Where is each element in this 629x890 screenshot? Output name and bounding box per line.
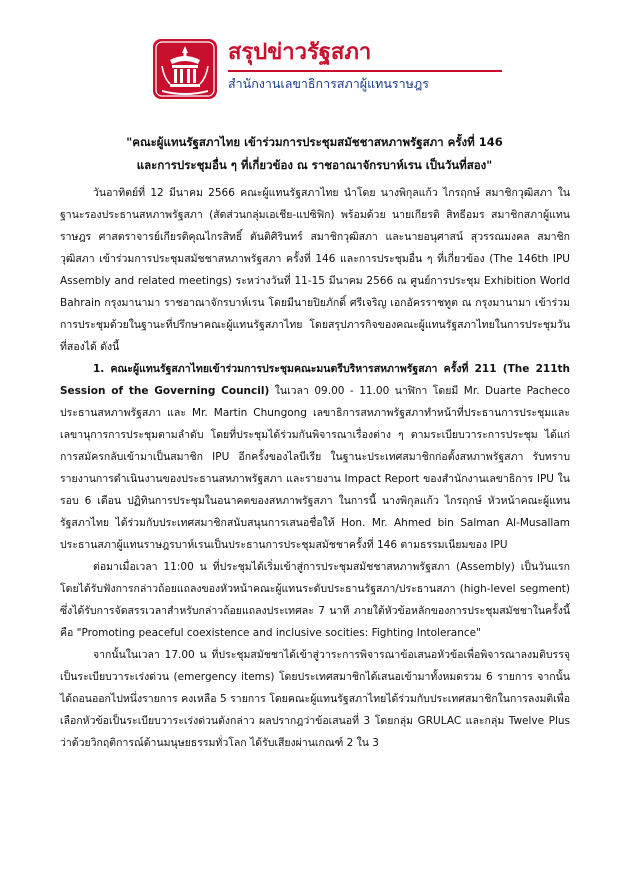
document-title-line-1: "คณะผู้แทนรัฐสภาไทย เข้าร่วมการประชุมสมัชชาสหภาพรัฐสภา ครั้งที่ 146 <box>126 135 503 149</box>
article-body <box>60 182 570 754</box>
item-1-heading: 1. คณะผู้แทนรัฐสภาไทยเข้าร่วมการประชุมคณะมนตรีบริหารสหภาพรัฐสภา ครั้งที่ 211 (The 211th Session of the Governing Council) <box>60 363 570 397</box>
intro-paragraph: วันอาทิตย์ที่ 12 มีนาคม 2566 คณะผู้แทนรัฐสภาไทย นำโดย นางพิกุลแก้ว ไกรฤกษ์ สมาชิกวุฒิสภา ในฐานะรองประธานสหภาพรัฐสภา (สัดส่วนกลุ่มเอเชีย-แปซิฟิก) พร้อมด้วย นายเกียรติ สิทธีอมร สมาชิกสภาผู้แทนราษฎร ศาสตราจารย์เกียรติคุณไกรสิทธิ์ ตันติศิรินทร์ สมาชิกวุฒิสภา และนายอนุศาสน์ สุวรรณมงคล สมาชิกวุฒิสภา เข้าร่วมการประชุมสมัชชาสหภาพรัฐสภา ครั้งที่ 146 และการประชุมอื่น ๆ ที่เกี่ยวข้อง (The 146th IPU Assembly and related meetings) ระหว่างวันที่ 11-15 มีนาคม 2566 ณ ศูนย์การประชุม Exhibition World Bahrain กรุงมานามา ราชอาณาจักรบาห์เรน โดยมีนายปิยภักดิ์ ศรีเจริญ เอกอัครราชทูต ณ กรุงมานามา เข้าร่วมการประชุมด้วยในฐานะที่ปรึกษาคณะผู้แทนรัฐสภาไทย โดยสรุปภารกิจของคณะผู้แทนรัฐสภาไทยในการประชุมวันที่สองได้ ดังนี้ <box>60 187 570 353</box>
parliament-emblem-icon <box>152 38 218 100</box>
page-header <box>152 38 502 100</box>
header-divider <box>228 70 502 72</box>
item-1-paragraph <box>60 358 570 556</box>
brand-subtitle: สำนักงานเลขาธิการสภาผู้แทนราษฎร <box>228 76 429 91</box>
document-title-line-2: และการประชุมอื่น ๆ ที่เกี่ยวข้อง ณ ราชอาณาจักรบาห์เรน เป็นวันที่สอง" <box>136 158 493 172</box>
emergency-items-paragraph: จากนั้นในเวลา 17.00 น ที่ประชุมสมัชชาได้เข้าสู่วาระการพิจารณาข้อเสนอหัวข้อเพื่อพิจารณาลงมติบรรจุเป็นระเบียบวาระเร่งด่วน (emergency items) โดยประเทศสมาชิกได้เสนอเข้ามาทั้งหมดรวม 6 รายการ จากนั้นได้ถอนออกไปหนึ่งรายการ คงเหลือ 5 รายการ โดยคณะผู้แทนรัฐสภาไทยได้ร่วมกับประเทศสมาชิกในการลงมติเพื่อเลือกหัวข้อเป็นระเบียบวาระเร่งด่วนดังกล่าว ผลปรากฎว่าข้อเสนอที่ 3 โดยกลุ่ม GRULAC และกลุ่ม Twelve Plus ว่าด้วยวิกฤติการณ์ด้านมนุษยธรรมทั่วโลก ได้รับเสียงผ่านเกณฑ์ 2 ใน 3 <box>60 649 570 749</box>
assembly-paragraph: ต่อมาเมื่อเวลา 11:00 น ที่ประชุมได้เริ่มเข้าสู่การประชุมสมัชชาสหภาพรัฐสภา (Assembly) เป็นวันแรก โดยได้รับฟังการกล่าวถ้อยแถลงของหัวหน้าคณะผู้แทนระดับประธานรัฐสภา/ประธานสภา (high-level segment) ซึ่งได้รับการจัดสรรเวลาสำหรับกล่าวถ้อยแถลงประเทศละ 7 นาที ภายใต้หัวข้อหลักของการประชุมสมัชชาในครั้งนี้ คือ "Promoting peaceful coexistence and inclusive socities: Fighting Intolerance" <box>60 561 570 639</box>
item-1-text: ในเวลา 09.00 - 11.00 นาฬิกา โดยมี Mr. Duarte Pacheco ประธานสหภาพรัฐสภา และ Mr. Martin Chungong เลขาธิการสหภาพรัฐสภาทำหน้าที่ประธานการประชุมและเลขานุการการประชุมตามลำดับ โดยที่ประชุมได้ร่วมกันพิจารณาเรื่องต่าง ๆ ตามระเบียบวาระการประชุม ได้แก่ การสมัครกลับเข้ามาเป็นสมาชิก IPU อีกครั้งของไลบีเรีย ในฐานะประเทศสมาชิกก่อตั้งสหภาพรัฐสภา รับทราบรายงานการดำเนินงานของประธานสหภาพรัฐสภา และรายงาน Impact Report ของสำนักงานเลขาธิการ IPU ในรอบ 6 เดือน ปฏิทินการประชุมในอนาคตของสหภาพรัฐสภา ในการนี้ นางพิกุลแก้ว ไกรฤกษ์ หัวหน้าคณะผู้แทนรัฐสภาไทย ได้ร่วมกับประเทศสมาชิกสนับสนุนการเสนอชื่อให้ Hon. Mr. Ahmed bin Salman Al-Musallam ประธานสภาผู้แทนราษฎรบาห์เรนเป็นประธานการประชุมสมัชชาครั้งที่ 146 ตามธรรมเนียมของ IPU <box>60 385 570 551</box>
brand-title: สรุปข่าวรัฐสภา <box>228 40 372 65</box>
